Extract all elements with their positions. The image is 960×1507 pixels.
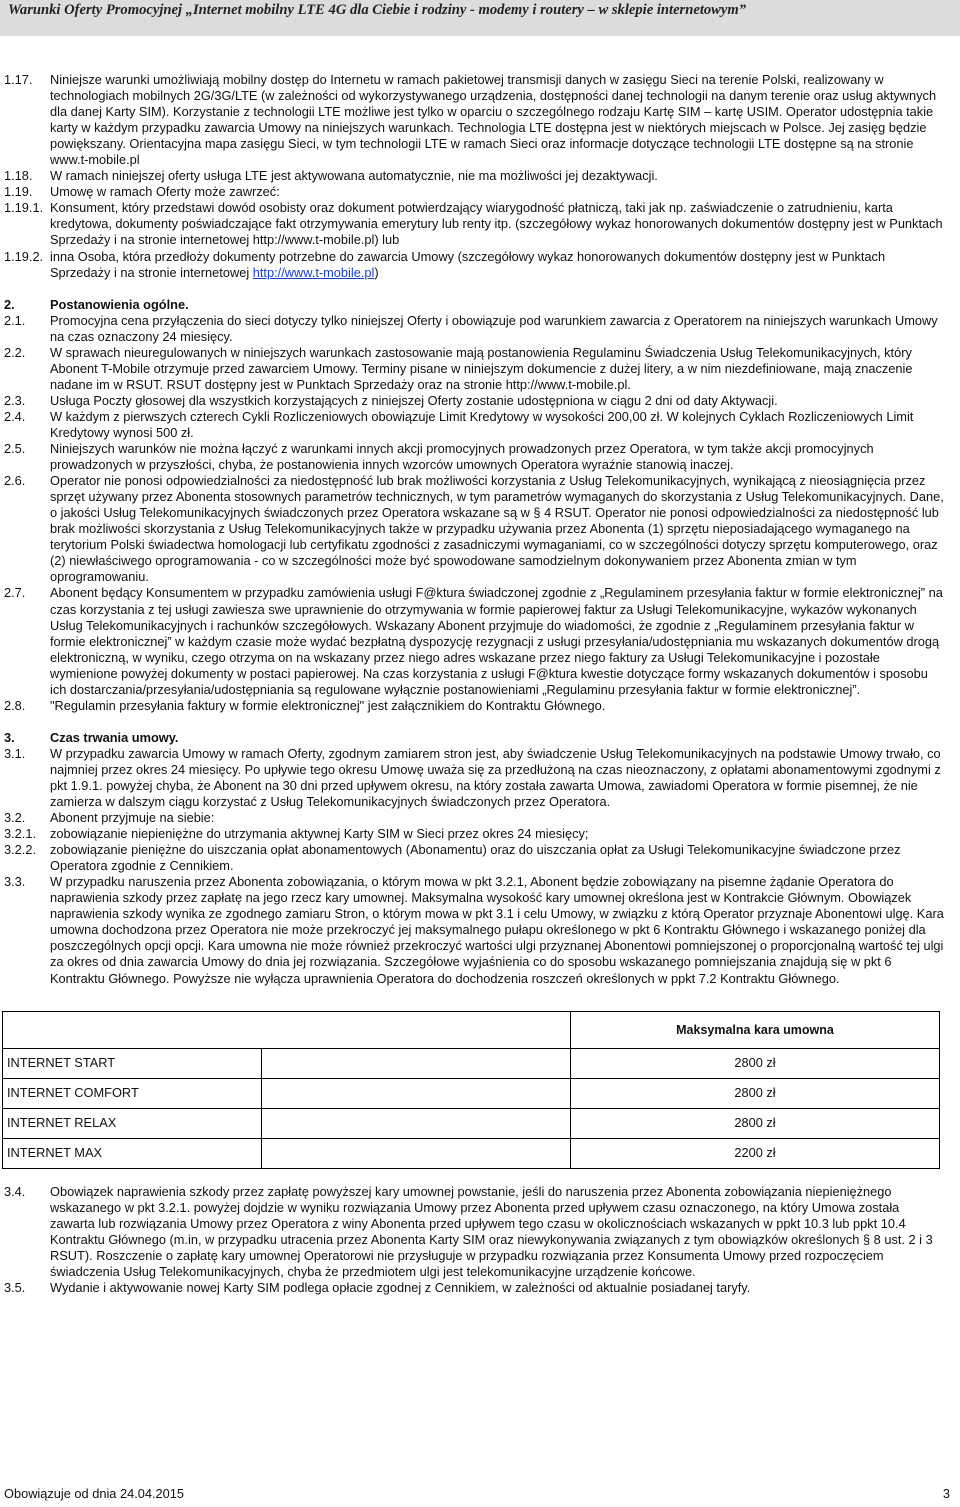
paragraph-number: 3.: [4, 729, 15, 745]
penalty-table-header: Maksymalna kara umowna: [571, 1011, 940, 1048]
plan-name-cell: INTERNET START: [3, 1048, 262, 1078]
section-heading: [4, 297, 944, 313]
penalty-table-body: [3, 1048, 940, 1168]
empty-cell: [262, 1048, 571, 1078]
paragraph-text-body: zobowiązanie niepieniężne do utrzymania aktywnej Karty SIM w Sieci przez okres 24 miesięcy;: [50, 826, 589, 842]
paragraph-text: [50, 313, 944, 345]
paragraph: [4, 1280, 944, 1296]
plan-name-cell: INTERNET RELAX: [3, 1108, 262, 1138]
plan-name-cell: INTERNET COMFORT: [3, 1078, 262, 1108]
paragraph-text: [50, 810, 944, 826]
paragraph: [4, 393, 944, 409]
paragraph-text: [50, 746, 944, 810]
penalty-value-cell: 2200 zł: [571, 1138, 940, 1168]
paragraph-text: [50, 441, 944, 473]
paragraph-number: 2.: [4, 296, 15, 312]
paragraph-number: 2.6.: [4, 473, 26, 489]
paragraph: [4, 184, 944, 200]
paragraph-text: [50, 168, 944, 184]
paragraph-text-body: W każdym z pierwszych czterech Cykli Rozliczeniowych obowiązuje Limit Kredytowy w wysokości 200,00 zł. W kolejnych Cyklach Rozliczeniowych Limit Kredytowy wynosi 500 zł.: [50, 408, 914, 440]
paragraph-text: [50, 409, 944, 441]
paragraph-text: [50, 184, 944, 200]
paragraph-number: 3.3.: [4, 874, 26, 890]
document-body: [4, 72, 944, 1296]
paragraph-text: [50, 393, 944, 409]
paragraph-number: 3.4.: [4, 1183, 26, 1199]
paragraph-text-body: W przypadku naruszenia przez Abonenta zobowiązania, o którym mowa w pkt 3.2.1, Abonent będzie zobowiązany na pisemne żądanie Operatora do naprawienia szkody przez zapłatę na jego rzecz kary umownej. Maksymalna wysokość kary umownej określona jest w Kontrakcie Głównym. Obowiązek naprawienia szkody wynika ze zgodnego zamiaru Stron, o którym mowa w pkt 3.1 i celu Umowy, w związku z którą Operator przyznaje Abonentowi ulgę. Kara umowna dochodzona przez Operatora nie może przekroczyć jej maksymalnego pułapu określonego w pkt 6 Kontraktu Głównego i wskazanego poniżej dla poszczególnych opcji opcji. Kara umowna nie może również przekroczyć wartości ulgi przyznanej Abonentowi pomniejszonej o proporcjonalną wartość tej ulgi za okres od dnia zawarcia Umowy do dnia jej rozwiązania. Szczegółowe wyjaśnienia co do sposobu wskazanego pomniejszania znajdują się w pkt 6 Kontraktu Głównego. Powyższe nie wyłącza uprawnienia Operatora do dochodzenia roszczeń określonych w ppkt 7.2 Kontraktu Głównego.: [50, 874, 944, 986]
paragraph-text: [50, 249, 944, 281]
paragraph: [4, 72, 944, 168]
paragraph-list: [4, 72, 944, 987]
paragraph: [4, 810, 944, 826]
paragraph-text-body: Niniejsze warunki umożliwiają mobilny dostęp do Internetu w ramach pakietowej transmisji danych w zasięgu Sieci na terenie Polski, realizowany w technologiach mobilnych 2G/3G/LTE (w zależności od wykorzystywanego urządzenia, dostępności danej technologii na danym terenie oraz usług aktywnych dla danej Karty SIM). Korzystanie z technologii LTE możliwe jest tylko w oparciu o szczególnego rodzaju Kartę SIM – kartę USIM. Operator udostępnia takie karty w każdym przypadku zawarcia Umowy na niniejszych warunkach. Technologia LTE dostępna jest w niektórych miejscach w Polsce. Jej zasięg będzie powiększany. Orientacyjna mapa zasięgu Sieci, w tym technologii LTE w ramach Sieci oraz informacje dotyczące technologii LTE dostępne są na stronie www.t-mobile.pl: [50, 72, 937, 168]
table-row: [3, 1078, 940, 1108]
paragraph-text: [50, 698, 944, 714]
paragraph: [4, 1184, 944, 1280]
paragraph-number: 1.18.: [4, 168, 33, 184]
paragraph-text: [50, 874, 944, 986]
paragraph-number: 2.3.: [4, 392, 26, 408]
paragraph-number: 2.4.: [4, 408, 26, 424]
penalty-table-header-row: [3, 1011, 940, 1048]
paragraph-text: [50, 842, 944, 874]
paragraph: [4, 473, 944, 585]
paragraph-number: 1.19.1.: [4, 200, 44, 216]
paragraph-text: [50, 730, 944, 746]
paragraph-text-tail: ): [374, 264, 379, 280]
paragraph-number: 3.2.: [4, 810, 26, 826]
paragraph: [4, 200, 944, 248]
paragraph-number: 3.2.1.: [4, 826, 37, 842]
paragraph-number: 1.17.: [4, 72, 33, 87]
empty-cell: [262, 1138, 571, 1168]
paragraph-text-body: Wydanie i aktywowanie nowej Karty SIM podlega opłacie zgodnej z Cennikiem, w zależności od aktualnie posiadanej taryfy.: [50, 1279, 751, 1295]
paragraph: [4, 409, 944, 441]
paragraph-text: [50, 1280, 944, 1296]
paragraph-text-body: Postanowienia ogólne.: [50, 296, 189, 312]
paragraph-number: 1.19.2.: [4, 248, 44, 264]
website-link[interactable]: http://www.t-mobile.pl: [252, 264, 375, 280]
paragraph-text: [50, 200, 944, 248]
document-title: Warunki Oferty Promocyjnej „Internet mobilny LTE 4G dla Ciebie i rodziny - modemy i routery – w sklepie internetowym”: [8, 2, 747, 18]
penalty-value-cell: 2800 zł: [571, 1048, 940, 1078]
paragraph-number: 2.2.: [4, 344, 26, 360]
paragraph-text-body: W przypadku zawarcia Umowy w ramach Oferty, zgodnym zamiarem stron jest, aby świadczenie Usług Telekomunikacyjnych na podstawie Umowy trwało, co najmniej przez okres 24 miesięcy. Po upływie tego okresu Umowę uważa się za przedłużoną na czas nieoznaczony, z opłatami abonamentowymi zgodnymi z pkt 1.9.1. powyżej chyba, że Abonent na 30 dni przed upływem okresu, na który została zawarta Umowa, zawiadomi Operatora w formie pisemnej, że nie zamierza w dalszym ciągu korzystać z Usług Telekomunikacyjnych świadczonych przez Operatora.: [50, 745, 941, 810]
empty-cell: [262, 1108, 571, 1138]
paragraph-text: [50, 473, 944, 585]
paragraph-text: [50, 297, 944, 313]
paragraph-number: 1.19.: [4, 184, 33, 200]
paragraph: [4, 842, 944, 874]
paragraph-text-body: Operator nie ponosi odpowiedzialności za niedostępność lub brak możliwości korzystania z Usług Telekomunikacyjnych, wynikającą z nieosiągnięcia przez sprzęt używany przez Abonenta stosownych parametrów technicznych, w tym parametrów wymaganych do skorzystania z Usług Telekomunikacyjnych. Dane, o jakości Usług Telekomunikacyjnych świadczonych przez Operatora wskazane są w § 4 RSUT. Operator nie ponosi odpowiedzialności za niedostępność lub brak możliwości skorzystania z Usług Telekomunikacyjnych także w przypadku używania przez Abonenta (1) sprzętu nieposiadającego wymaganego na terytorium Polski świadectwa homologacji lub certyfikatu zgodności z zasadniczymi wymaganiami, co w szczególności dotyczy sprzętu komputerowego, oraz (2) niewłaściwego oprogramowania - co w szczególności może być spowodowane samodzielnym dokonywaniem przez Abonenta zmian w tym oprogramowaniu.: [50, 473, 944, 585]
penalty-value-cell: 2800 zł: [571, 1078, 940, 1108]
section-gap: [4, 281, 944, 297]
paragraph-text-body: "Regulamin przesyłania faktury w formie elektronicznej" jest załącznikiem do Kontraktu Głównego.: [50, 697, 606, 713]
table-row: [3, 1048, 940, 1078]
paragraph-text: [50, 826, 944, 842]
paragraph-text-body: Czas trwania umowy.: [50, 729, 179, 745]
paragraph: [4, 249, 944, 281]
paragraph-text-body: W ramach niniejszej oferty usługa LTE jest aktywowana automatycznie, nie ma możliwości jej dezaktywacji.: [50, 168, 658, 184]
paragraph: [4, 826, 944, 842]
paragraph-number: 3.2.2.: [4, 842, 37, 858]
penalty-value-cell: 2800 zł: [571, 1108, 940, 1138]
paragraph-text-body: Abonent przyjmuje na siebie:: [50, 810, 215, 826]
paragraph-number: 3.1.: [4, 745, 26, 761]
paragraph: [4, 441, 944, 473]
effective-date: Obowiązuje od dnia 24.04.2015: [4, 1486, 185, 1501]
section-heading: [4, 730, 944, 746]
page-footer: [4, 1486, 950, 1501]
penalty-table: [2, 1011, 940, 1169]
paragraph: [4, 585, 944, 697]
paragraph-text: [50, 585, 944, 697]
empty-cell: [262, 1078, 571, 1108]
paragraph-number: 3.5.: [4, 1279, 26, 1295]
paragraph-text-body: Konsument, który przedstawi dowód osobisty oraz dokument potwierdzający wiarygodność płatniczą, taki jak np. zaświadczenie o zatrudnieniu, karta kredytowa, dokumenty poświadczające fakt otrzymywania emerytury lub renty itp. (szczegółowy wykaz honorowanych dokumentów dostępny jest w Punktach Sprzedaży i na stronie internetowej http://www.t-mobile.pl) lub: [50, 200, 943, 248]
paragraph: [4, 746, 944, 810]
section-gap: [4, 714, 944, 730]
paragraph-text-body: Obowiązek naprawienia szkody przez zapłatę powyższej kary umownej powstanie, jeśli do naruszenia przez Abonenta zobowiązania niepieniężnego wskazanego w pkt 3.2.1. powyżej dojdzie w wyniku rozwiązania Umowy przez Abonenta przed upływem czasu oznaczonego, na który Umowa została zawarta lub rozwiązania Umowy przez Operatora z winy Abonenta przed upływem tego czasu w okolicznościach wskazanych w ppkt 10.3 lub ppkt 10.4 Kontraktu Głównego (m.in, w przypadku utracenia przez Abonenta Karty SIM oraz niewykonywania związanych z tym obowiązków określonych § 8 ust. 2 i 3 RSUT). Roszczenie o zapłatę kary umownej Operatorowi nie przysługuje w przypadku rozwiązania przez Konsumenta Umowy przed rozpoczęciem świadczenia Usług Telekomunikacyjnych, chyba że przedmiotem ulgi jest telekomunikacyjne urządzenie końcowe.: [50, 1183, 933, 1279]
paragraph-text: [50, 345, 944, 393]
plan-name-cell: INTERNET MAX: [3, 1138, 262, 1168]
paragraph-number: 2.8.: [4, 697, 26, 713]
paragraph-text-body: zobowiązanie pieniężne do uiszczania opłat abonamentowych (Abonamentu) oraz do uiszczania opłat za Usługi Telekomunikacyjne świadczone przez Operatora zgodnie z Cennikiem.: [50, 842, 901, 874]
table-row: [3, 1108, 940, 1138]
paragraph-text-body: Niniejszych warunków nie można łączyć z warunkami innych akcji promocyjnych prowadzonych przez Operatora, w tym także akcji promocyjnych prowadzonych w przyszłości, chyba, że postanowienia innych wzorców umownych Operatora wyraźnie stanowią inaczej.: [50, 441, 874, 473]
paragraph-text: [50, 72, 944, 168]
page-number: 3: [942, 1486, 950, 1501]
paragraph-text: [50, 1184, 944, 1280]
paragraph-text-body: Umowę w ramach Oferty może zawrzeć:: [50, 184, 280, 200]
paragraph-text-body: Abonent będący Konsumentem w przypadku zamówienia usługi F@ktura świadczonej zgodnie z „Regulaminem przesyłania faktur w formie elektronicznej” na czas korzystania z tej usługi zawiesza swe uprawnienie do otrzymywania w formie papierowej faktur za Usługi Telekomunikacyjne, wykazów wykonanych Usług Telekomunikacyjnych i rachunków szczegółowych. Wskazany Abonent przyjmuje do wiadomości, że zgodnie z „Regulaminem przesyłania faktur w formie elektronicznej” w każdym czasie może wydać bezpłatną dyspozycję rezygnacji z usługi przesyłania/udostępniania mu wskazanych dokumentów drogą elektroniczną, w wyniku, czego otrzyma on na wskazany przez niego adres wskazane przez niego faktury za Usługi Telekomunikacyjne i pozostałe wymienione powyżej dokumenty w postaci papierowej. Na czas korzystania z usługi F@ktura kwestie dotyczące formy wskazanych dokumentów i sposobu ich dostarczania/przesyłania/udostępniania są regulowane wyłącznie postanowieniami „Regulaminu przesyłania faktur w formie elektronicznej”.: [50, 585, 943, 697]
paragraph: [4, 313, 944, 345]
paragraph: [4, 345, 944, 393]
paragraph-number: 2.1.: [4, 312, 26, 328]
paragraph-number: 2.7.: [4, 585, 26, 601]
paragraph-text-body: inna Osoba, która przedłoży dokumenty potrzebne do zawarcia Umowy (szczegółowy wykaz honorowanych dokumentów dostępny jest w Punktach Sprzedaży i na stronie internetowej: [50, 248, 886, 280]
paragraph: [4, 168, 944, 184]
paragraph-text-body: W sprawach nieuregulowanych w niniejszych warunkach zastosowanie mają postanowienia Regulaminu Świadczenia Usług Telekomunikacyjnych, który Abonent T-Mobile otrzymuje przed zawarciem Umowy. Terminy pisane w niniejszym dokumencie z dużej litery, a w nim niezdefiniowane, mają znaczenie nadane im w RSUT. RSUT dostępny jest w Punktach Sprzedaży oraz na stronie http://www.t-mobile.pl.: [50, 344, 913, 392]
penalty-table-blank-header: [3, 1011, 571, 1048]
paragraph-text-body: Usługa Poczty głosowej dla wszystkich korzystających z niniejszej Oferty zostanie udostępniona w ciągu 2 dni od daty Aktywacji.: [50, 392, 778, 408]
document-header: [0, 0, 960, 36]
table-row: [3, 1138, 940, 1168]
paragraph-text-body: Promocyjna cena przyłączenia do sieci dotyczy tylko niniejszej Oferty i obowiązuje pod warunkiem zawarcia z Operatorem na niniejszych warunkach Umowy na czas oznaczony 24 miesięcy.: [50, 312, 938, 344]
paragraph-number: 2.5.: [4, 441, 26, 457]
paragraph: [4, 874, 944, 986]
paragraph-list-after-table: [4, 1184, 944, 1296]
paragraph: [4, 698, 944, 714]
